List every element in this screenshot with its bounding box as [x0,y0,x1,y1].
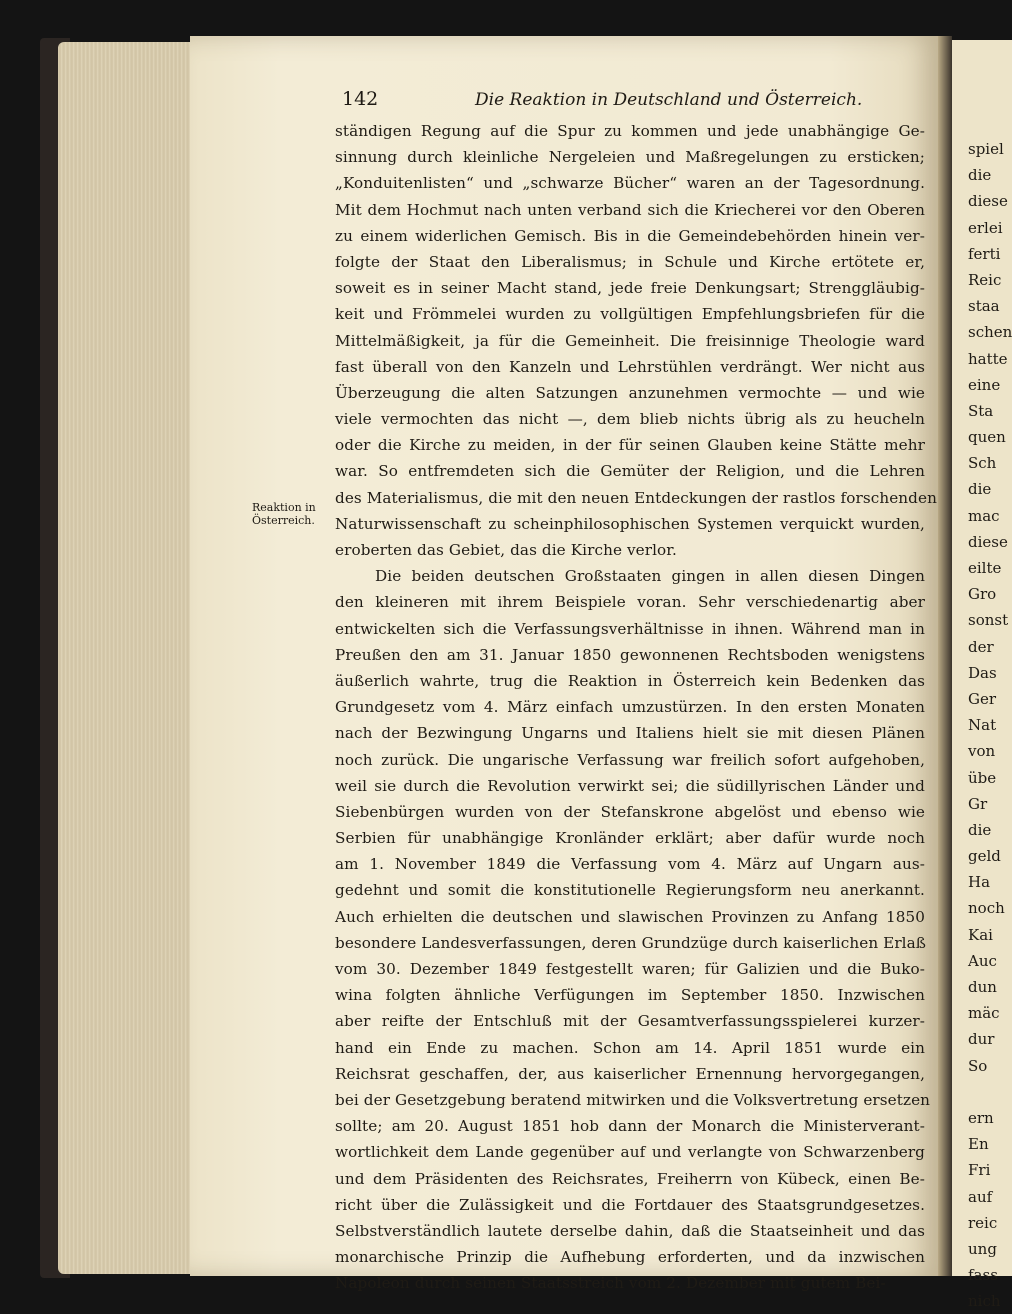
right-page-line: die [968,820,992,839]
text-line: sinnung durch kleinliche Nergeleien und Maßregelungen zu ersticken; [335,148,925,167]
right-page-line: der [968,637,994,656]
text-line: Serbien für unabhängige Kronländer erklärt; aber dafür wurde noch [335,829,925,848]
right-page-line: Reic [968,270,1002,289]
right-page-line: von [968,742,996,761]
right-page-line [968,1079,1012,1105]
right-page-line: dur [968,1030,995,1049]
right-page-line: quen [968,428,1006,447]
right-page-line: Gr [968,794,988,813]
text-line: des Materialismus, die mit den neuen Entdeckungen der rastlos forschenden [335,488,937,507]
text-line: Napoleon durch seinen Staatsstreich vom 2. Dezember mit gutem Bei- [335,1274,886,1293]
right-page-line: spiel [968,140,1004,158]
text-line: oder die Kirche zu meiden, in der für seinen Glauben keine Stätte mehr [335,436,925,455]
right-page-line: nich [968,1292,1001,1311]
text-line: Preußen den am 31. Januar 1850 gewonnenen Rechtsboden wenigstens [335,645,925,664]
text-line: den kleineren mit ihrem Beispiele voran. Sehr verschiedenartig aber [335,593,925,612]
text-line: Selbstverständlich lautete derselbe dahin, daß die Staatseinheit und das [335,1221,925,1240]
text-line: Reichsrat geschaffen, der, aus kaiserlicher Ernennung hervorgegangen, [335,1064,925,1083]
right-page-line: hatte [968,349,1008,368]
text-line: Auch erhielten die deutschen und slawischen Provinzen zu Anfang 1850 [335,907,925,926]
text-line: Naturwissenschaft zu scheinphilosophischen Systemen verquickt wurden, [335,514,925,533]
right-page-line: Das [968,663,997,682]
right-page-line: ern [968,1108,994,1127]
text-line: Mittelmäßigkeit, ja für die Gemeinheit. Die freisinnige Theologie ward [335,331,925,350]
text-line: hand ein Ende zu machen. Schon am 14. April 1851 wurde ein [335,1038,925,1057]
body-text [335,118,937,1296]
right-page-line: Fri [968,1161,991,1180]
text-line: war. So entfremdeten sich die Gemüter der Religion, und die Lehren [335,462,925,481]
text-line: zu einem widerlichen Gemisch. Bis in die Gemeindebehörden hinein ver- [335,226,925,245]
text-line: ständigen Regung auf die Spur zu kommen und jede unabhängige Ge- [335,122,925,140]
right-page-line: diese [968,532,1008,551]
text-line: sollte; am 20. August 1851 hob dann der Monarch die Ministerverant- [335,1117,925,1136]
text-line: folgte der Staat den Liberalismus; in Schule und Kirche ertötete er, [335,252,925,271]
paragraph-1 [335,118,937,563]
right-page-line: reic [968,1213,998,1232]
text-line: keit und Frömmelei wurden zu vollgültigen Empfehlungsbriefen für die [335,305,925,324]
right-page-lines [968,136,1012,1314]
text-line: gedehnt und somit die konstitutionelle Regierungsform neu anerkannt. [335,881,925,900]
text-line: soweit es in seiner Macht stand, jede freie Denkungsart; Strenggläubig- [335,279,925,298]
book-gutter [938,36,952,1276]
right-page-line: fass [968,1266,998,1285]
text-line: fast überall von den Kanzeln und Lehrstühlen verdrängt. Wer nicht aus [335,357,925,376]
page-number: 142 [342,88,379,110]
right-page-line: erlei [968,218,1003,237]
text-line: Siebenbürgen wurden von der Stefanskrone abgelöst und ebenso wie [335,802,925,821]
text-line: äußerlich wahrte, trug die Reaktion in Österreich kein Bedenken das [335,671,925,690]
right-page-line: dun [968,978,997,996]
right-page-line: schen [968,323,1012,342]
text-line: nach der Bezwingung Ungarns und Italiens hielt sie mit diesen Plänen [335,724,925,743]
text-line: noch zurück. Die ungarische Verfassung war freilich sofort aufgehoben, [335,750,925,769]
right-page-line: eine [968,375,1001,394]
right-page-line: geld [968,847,1001,866]
right-page-line: auf [968,1187,993,1206]
text-line: entwickelten sich die Verfassungsverhältnisse in ihnen. Während man in [335,619,925,638]
text-line: Die beiden deutschen Großstaaten gingen in allen diesen Dingen [375,567,925,586]
right-page-line: Nat [968,716,997,735]
right-page-line: En [968,1135,989,1154]
right-page-line: staa [968,297,1000,316]
text-line: Überzeugung die alten Satzungen anzunehmen vermochte — und wie [335,383,925,402]
right-page-line: Sch [968,454,997,473]
right-page-line: die [968,166,992,185]
right-page-line: die [968,480,992,499]
right-page-line: ferti [968,244,1001,263]
text-line: eroberten das Gebiet, das die Kirche verlor. [335,541,677,559]
left-page [190,36,942,1293]
right-page-line: Ha [968,873,991,892]
text-line: Mit dem Hochmut nach unten verband sich die Kriecherei vor den Oberen [335,200,925,219]
right-page-line: mac [968,506,1000,525]
running-head: Die Reaktion in Deutschland und Österreich. [475,90,863,110]
margin-note: Reaktion in Österreich. [252,501,316,527]
right-page-line: Sta [968,401,994,420]
right-page-line: Ger [968,689,997,708]
text-line: besondere Landesverfassungen, deren Grundzüge durch kaiserlichen Erlaß [335,933,927,952]
text-line: bei der Gesetzgebung beratend mitwirken und die Volksvertretung ersetzen [335,1090,931,1109]
right-page-fragment [952,40,1012,1311]
text-line: viele vermochten das nicht —, dem blieb nichts übrig als zu heucheln [335,410,925,429]
text-line: weil sie durch die Revolution verwirkt sei; die südillyrischen Länder und [335,776,925,795]
right-page-line: noch [968,899,1005,918]
right-page-line: eilte [968,559,1002,577]
paragraph-2 [335,563,931,1296]
right-page-line: So [968,1056,988,1075]
right-page-line: sonst [968,611,1009,630]
text-line: monarchische Prinzip die Aufhebung erforderten, und da inzwischen [335,1248,925,1267]
right-page-line: Gro [968,585,997,604]
text-line: aber reifte der Entschluß mit der Gesamtverfassungsspielerei kurzer- [335,1012,925,1031]
right-page-line: diese [968,192,1008,211]
right-page-line: übe [968,768,997,787]
text-line: wortlichkeit dem Lande gegenüber auf und verlangte von Schwarzenberg [335,1143,925,1162]
text-line: und dem Präsidenten des Reichsrates, Freiherrn von Kübeck, einen Be- [335,1169,925,1188]
text-line: richt über die Zulässigkeit und die Fortdauer des Staatsgrundgesetzes. [335,1195,925,1214]
right-page-line: Kai [968,925,993,944]
right-page-line: mäc [968,1004,1000,1023]
right-page-line: Auc [968,951,997,970]
text-line: „Konduitenlisten“ und „schwarze Bücher“ waren an der Tagesordnung. [335,174,925,193]
text-line: vom 30. Dezember 1849 festgestellt waren; für Galizien und die Buko- [335,960,925,978]
text-line: Grundgesetz vom 4. März einfach umzustürzen. In den ersten Monaten [335,698,925,717]
text-line: am 1. November 1849 die Verfassung vom 4. März auf Ungarn aus- [335,855,925,874]
right-page-line: ung [968,1239,997,1258]
text-line: wina folgten ähnliche Verfügungen im September 1850. Inzwischen [335,986,925,1005]
